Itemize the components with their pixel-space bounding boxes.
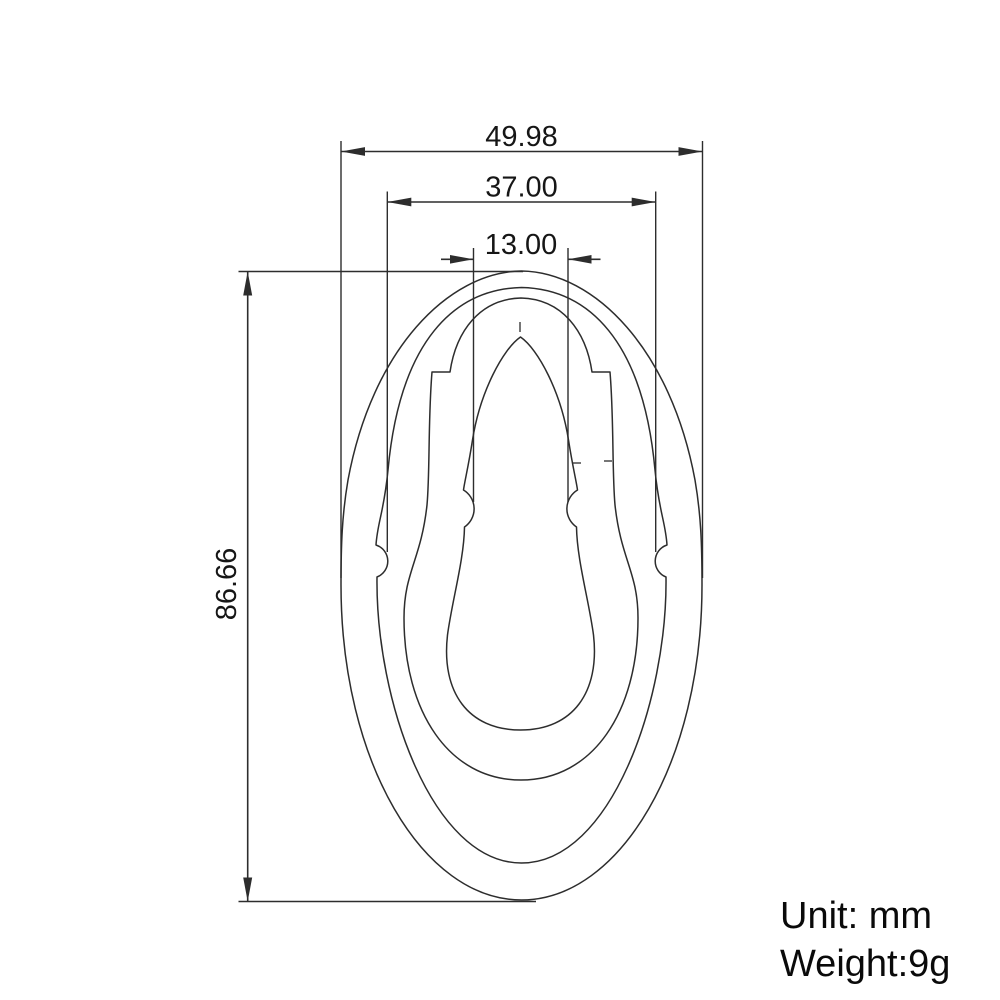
dim-label-overall-height: 86.66 xyxy=(211,547,243,621)
arrowhead-right xyxy=(679,147,703,156)
arrowhead-right-inward xyxy=(568,255,592,264)
third-contour-stepped xyxy=(404,298,638,780)
inner-contour-with-groove xyxy=(447,337,595,730)
arrowhead-left xyxy=(341,147,365,156)
second-contour-with-groove xyxy=(376,288,667,864)
unit-note: Unit: mm xyxy=(780,895,932,937)
arrowhead-left-inward xyxy=(450,255,474,264)
product-contours xyxy=(341,271,702,900)
weight-note: Weight:9g xyxy=(780,943,951,985)
drawing-notes xyxy=(780,895,950,985)
dimension-overall-height xyxy=(211,272,536,902)
dimension-inner-groove-width xyxy=(441,229,601,502)
dim-label-inner-groove-width: 13.00 xyxy=(484,229,558,261)
outer-contour xyxy=(341,271,702,900)
arrowhead-left xyxy=(387,198,411,207)
arrowhead-bottom xyxy=(243,878,252,902)
dim-label-outer-width: 49.98 xyxy=(485,121,558,153)
arrowhead-right xyxy=(632,198,656,207)
dim-label-groove-width: 37.00 xyxy=(485,171,558,204)
arrowhead-top xyxy=(243,272,252,296)
